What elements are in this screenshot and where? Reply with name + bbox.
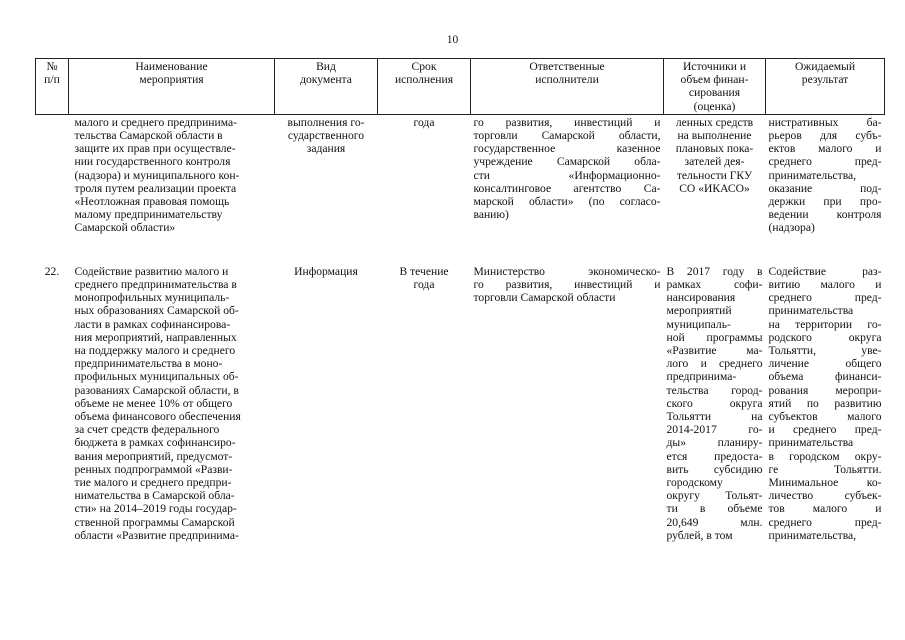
cell-line: муниципаль- [666, 317, 731, 331]
cell-line: витию малого и [768, 278, 882, 292]
cell-line: плановых пока- [675, 142, 754, 156]
header-name: Наименование мероприятия [69, 59, 275, 115]
cell-funding [664, 114, 766, 256]
header-term: Срок исполнения [378, 59, 471, 115]
cell-line: тельности ГКУ [676, 168, 753, 182]
cell-line: мероприятий [666, 304, 732, 318]
cell-line: ния мероприятий, направленных [74, 330, 237, 344]
cell-line: в городском окру- [768, 449, 882, 463]
cell-line: торговли Самарской области [473, 291, 616, 305]
cell-line: принимательства, [768, 168, 857, 182]
cell-line: личение общего [768, 357, 882, 371]
header-result: Ожидаемый результат [766, 59, 885, 115]
cell-line: нансирования [666, 291, 736, 305]
table-header-row [36, 59, 885, 115]
cell-line: тие малого и среднего предпри- [74, 476, 232, 490]
cell-line: объеме не менее 10% от общего [74, 396, 233, 410]
cell-line: Тольятти, уве- [768, 344, 882, 358]
cell-line: принимательства [768, 436, 854, 450]
cell-line: сти» на 2014–2019 годы государ- [74, 502, 237, 516]
cell-result [766, 256, 885, 542]
cell-line: вания мероприятий, предусмот- [74, 449, 233, 463]
cell-line: «Неотложная правовая помощь [74, 195, 230, 209]
cell-line: профильных муниципальных об- [74, 370, 239, 384]
cell-line: ектов малого и [768, 142, 882, 156]
cell-term [378, 256, 471, 542]
cell-line: среднего пред- [768, 515, 882, 529]
cell-line: ется предоста- [666, 449, 763, 463]
cell-line: тельства город- [666, 383, 763, 397]
cell-line: «Развитие ма- [666, 344, 763, 358]
cell-line: принимательства [768, 304, 854, 318]
cell-line: Министерство экономическо- [473, 264, 661, 278]
cell-line: рамках софи- [666, 278, 763, 292]
cell-line: среднего предпринимательства в [74, 278, 237, 292]
header-executors: Ответственные исполнители [471, 59, 664, 115]
cell-line: ласти в рамках софинансирова- [74, 317, 231, 331]
cell-line: ленных средств [675, 115, 754, 129]
measures-table [35, 58, 885, 542]
cell-line: городскому [666, 476, 723, 490]
table-row-continuation [36, 114, 885, 256]
cell-line: нимательства в Самарской обла- [74, 489, 235, 503]
cell-line: нии государственного контроля [74, 155, 231, 169]
cell-line: (надзора) [768, 221, 815, 235]
cell-line: рьеров для субъ- [768, 129, 882, 143]
cell-line: ведении контроля [768, 208, 882, 222]
cell-line: ных образованиях Самарской об- [74, 304, 239, 318]
cell-line: года [413, 115, 435, 129]
cell-line: В течение [399, 264, 449, 278]
cell-line: Тольятти на [666, 410, 763, 424]
cell-line: нистративных ба- [768, 115, 882, 129]
cell-line: лого и среднего [666, 357, 763, 371]
cell-line: принимательства, [768, 528, 857, 542]
cell-line: и среднего пред- [768, 423, 882, 437]
cell-line: государственное казенное [473, 142, 661, 156]
cell-line: субъектов малого [768, 410, 882, 424]
cell-doc-type [275, 256, 378, 542]
cell-line: защите их прав при осуществле- [74, 142, 236, 156]
cell-line: марской области» (по согласо- [473, 195, 661, 209]
cell-line: ственной программы Самарской [74, 515, 235, 529]
cell-line: 2014-2017 го- [666, 423, 763, 437]
page-number: 10 [446, 34, 459, 46]
cell-line: объема финансового обеспечения [74, 410, 241, 424]
cell-line: Информация [294, 264, 358, 278]
cell-line: ренных подпрограммой «Разви- [74, 462, 233, 476]
cell-line: держки при про- [768, 195, 882, 209]
cell-line: ятий по развитию [768, 396, 882, 410]
cell-line: ти в объеме [666, 502, 763, 516]
cell-line: ды» планиру- [666, 436, 763, 450]
cell-line: на поддержку малого и среднего [74, 344, 236, 358]
cell-line: года [413, 278, 435, 292]
cell-line: среднего пред- [768, 155, 882, 169]
cell-line: Содействие развитию малого и [74, 264, 229, 278]
cell-result [766, 114, 885, 256]
cell-line: троля путем реализации проекта [74, 181, 237, 195]
cell-line: сударственного [287, 129, 365, 143]
header-doc-type: Вид документа [275, 59, 378, 115]
cell-line: малого и среднего предпринима- [74, 115, 237, 129]
cell-line: родского округа [768, 330, 882, 344]
cell-line: рублей, в том [666, 528, 733, 542]
cell-line: разованиях Самарской области, в [74, 383, 239, 397]
header-num: № п/п [36, 59, 69, 115]
cell-num [36, 114, 69, 256]
cell-line: 20,649 млн. [666, 515, 763, 529]
cell-line: Самарской области» [74, 221, 176, 235]
cell-line: Содействие раз- [768, 264, 882, 278]
cell-line: округу Тольят- [666, 489, 763, 503]
cell-line: личество субъек- [768, 489, 882, 503]
cell-line: зателей дея- [684, 155, 745, 169]
cell-line: монопрофильных муниципаль- [74, 291, 230, 305]
cell-line: оказание под- [768, 181, 882, 195]
cell-line: на территории го- [768, 317, 882, 331]
cell-line: бюджета в рамках софинансиро- [74, 436, 236, 450]
cell-line: предпринима- [666, 370, 737, 384]
cell-line: сти «Информационно- [473, 168, 661, 182]
cell-line: вить субсидию [666, 462, 763, 476]
cell-line: выполнения го- [287, 115, 365, 129]
cell-line: среднего пред- [768, 291, 882, 305]
cell-line: ге Тольятти. [768, 462, 882, 476]
cell-name [69, 114, 275, 256]
cell-executors [471, 256, 664, 542]
cell-line: го развития, инвестиций и [473, 278, 661, 292]
cell-executors [471, 114, 664, 256]
cell-line: области «Развитие предпринима- [74, 528, 239, 542]
cell-num: 22. [44, 264, 60, 278]
cell-doc-type [275, 114, 378, 256]
cell-name [69, 256, 275, 542]
cell-line: В 2017 году в [666, 264, 763, 278]
cell-line: СО «ИКАСО» [679, 181, 750, 195]
cell-line: задания [306, 142, 346, 156]
cell-line: объема финанси- [768, 370, 882, 384]
cell-line: рования меропри- [768, 383, 882, 397]
cell-line: учреждение Самарской обла- [473, 155, 661, 169]
header-funding: Источники и объем финан- сирования (оценка) [664, 59, 766, 115]
cell-line: ной программы [666, 330, 763, 344]
cell-line: тельства Самарской области в [74, 129, 223, 143]
cell-line: предпринимательства в моно- [74, 357, 223, 371]
cell-funding [664, 256, 766, 542]
cell-line: (надзора) и муниципального кон- [74, 168, 240, 182]
cell-line: Минимальное ко- [768, 476, 882, 490]
cell-line: го развития, инвестиций и [473, 115, 661, 129]
cell-line: за счет средств федерального [74, 423, 220, 437]
cell-line: ванию) [473, 208, 509, 222]
cell-line: торговли Самарской области, [473, 129, 661, 143]
cell-line: на выполнение [677, 129, 752, 143]
cell-term [378, 114, 471, 256]
table-row-22 [36, 256, 885, 542]
cell-line: консалтинговое агентство Са- [473, 181, 661, 195]
cell-line: ского округа [666, 396, 763, 410]
cell-line: тов малого и [768, 502, 882, 516]
cell-line: малому предпринимательству [74, 208, 223, 222]
